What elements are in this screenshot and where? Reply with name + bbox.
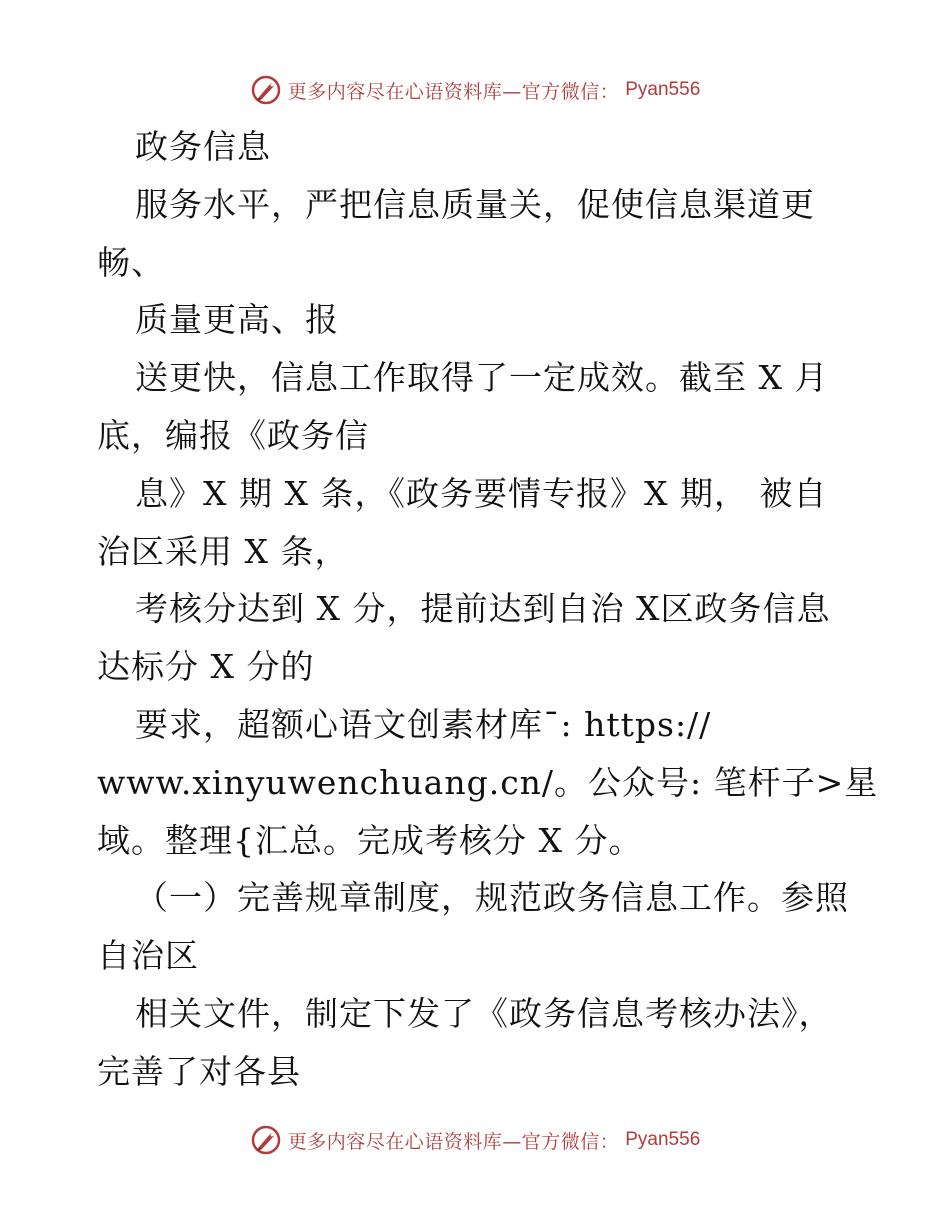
text-line: 政务信息 [135, 127, 271, 166]
banner-wechat-id: Pyan556 [625, 1129, 701, 1150]
footer-watermark-banner [0, 1120, 950, 1160]
text-line: 底，编报《政务信 [97, 415, 369, 455]
pen-nib-logo-icon [250, 1124, 282, 1156]
text-line: 送更快，信息工作取得了一定成效。截至 X 月 [135, 358, 829, 398]
banner-wechat-id: Pyan556 [625, 79, 701, 100]
text-line: 要求，超额心语文创素材库¯: https:// [135, 704, 712, 744]
text-line: 域。整理{汇总。完成考核分 X 分。 [97, 820, 643, 860]
banner-text: 更多内容尽在心语资料库—官方微信： [287, 80, 620, 103]
text-line: 息》X 期 X 条，《政务要情专报》X 期， 被自 [135, 473, 828, 513]
text-line: 自治区 [97, 936, 199, 976]
text-line: 相关文件，制定下发了《政务信息考核办法》， [135, 993, 833, 1033]
text-line: 治区采用 X 条， [97, 531, 349, 571]
pen-nib-logo-icon [250, 74, 282, 106]
text-line: 完善了对各县 [97, 1051, 301, 1091]
document-body [97, 118, 879, 1101]
banner-text: 更多内容尽在心语资料库—官方微信： [287, 1130, 620, 1153]
text-line: 达标分 X 分的 [97, 647, 315, 687]
text-line: 考核分达到 X 分，提前达到自治 X区政务信息 [135, 589, 831, 629]
text-line: 服务水平，严把信息质量关，促使信息渠道更 [135, 184, 815, 224]
text-line: www.xinyuwenchuang.cn/。公众号: 笔杆子>星 [97, 762, 879, 802]
header-watermark-banner [0, 70, 950, 110]
text-line: 质量更高、报 [135, 300, 339, 340]
text-line: （一）完善规章制度，规范政务信息工作。参照 [135, 878, 849, 918]
text-line: 畅、 [97, 242, 165, 282]
